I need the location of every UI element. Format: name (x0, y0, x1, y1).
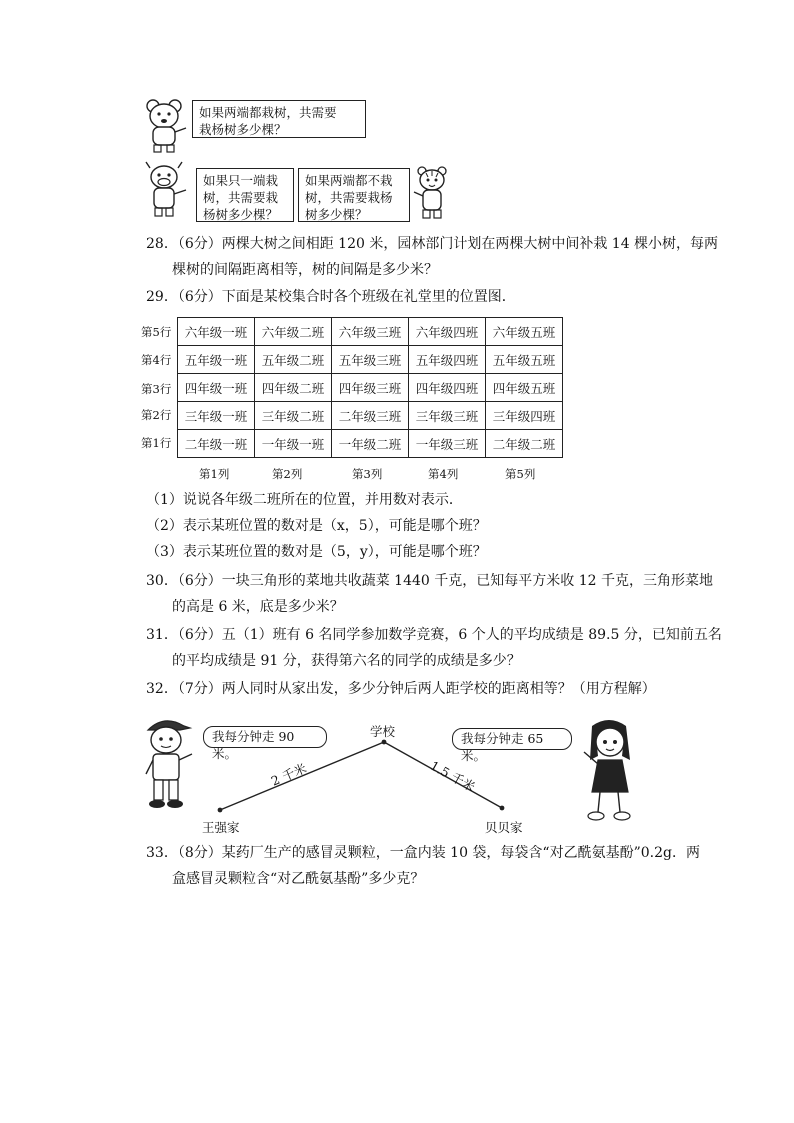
row-label: 第1行 (141, 436, 172, 450)
question-32: 32．（7分）两人同时从家出发，多少分钟后两人距学校的距离相等？（用方程解） (146, 681, 656, 697)
question-28-cont: 棵树的间隔距离相等，树的间隔是多少米？ (172, 262, 438, 278)
question-29-sub3: （3）表示某班位置的数对是（5，y），可能是哪个班？ (146, 544, 487, 560)
table-row (178, 374, 563, 402)
table-row (178, 402, 563, 430)
question-33-cont: 盒感冒灵颗粒含“对乙酰氨基酚”多少克？ (172, 871, 425, 887)
table-cell: 二年级二班 (486, 430, 563, 458)
table-cell: 二年级三班 (332, 402, 409, 430)
table-cell: 二年级一班 (178, 430, 255, 458)
bubble-text: 树，共需要栽 (203, 190, 279, 205)
table-cell: 五年级一班 (178, 346, 255, 374)
table-cell: 四年级三班 (332, 374, 409, 402)
bubble-text: 如果两端都不栽 (305, 173, 393, 188)
question-29: 29．（6分）下面是某校集合时各个班级在礼堂里的位置图． (146, 289, 516, 305)
table-cell: 五年级三班 (332, 346, 409, 374)
question-28: 28．（6分）两棵大树之间相距 120 米，园林部门计划在两棵大树中间补栽 14 棵小树，每两 (146, 236, 719, 252)
right-distance-label: 1.5 千米 (427, 757, 478, 795)
row-label: 第4行 (141, 353, 172, 367)
table-cell: 六年级一班 (178, 318, 255, 346)
table-cell: 一年级二班 (332, 430, 409, 458)
question-29-sub1: （1）说说各年级二班所在的位置，并用数对表示． (146, 492, 463, 508)
bubble-text: 树多少棵？ (305, 207, 368, 222)
question-30: 30．（6分）一块三角形的菜地共收蔬菜 1440 千克，已知每平方米收 12 千克，三角形菜地 (146, 573, 713, 589)
table-row (178, 430, 563, 458)
table-cell: 六年级四班 (409, 318, 486, 346)
column-label: 第2列 (272, 467, 303, 481)
tiger-cartoon-icon (412, 164, 452, 224)
question-31-cont: 的平均成绩是 91 分，获得第六名的同学的成绩是多少？ (172, 653, 521, 669)
bear-cartoon-icon (140, 96, 190, 154)
table-cell: 一年级一班 (255, 430, 332, 458)
table-cell: 一年级三班 (409, 430, 486, 458)
table-row (178, 318, 563, 346)
column-label: 第1列 (199, 467, 230, 481)
wangqiang-home-label: 王强家 (202, 820, 240, 835)
table-cell: 五年级二班 (255, 346, 332, 374)
beibei-home-label: 贝贝家 (485, 820, 523, 835)
bubble-text: 如果两端都栽树，共需要 (199, 105, 337, 120)
table-row (178, 346, 563, 374)
bubble-text: 我每分钟走 90 米。 (212, 729, 295, 761)
row-label: 第3行 (141, 382, 172, 396)
row-label: 第2行 (141, 408, 172, 422)
cow-cartoon-icon (140, 160, 190, 220)
column-label: 第4列 (428, 467, 459, 481)
bubble-text: 如果只一端栽 (203, 173, 279, 188)
left-distance-label: 2 千米 (268, 760, 309, 789)
question-29-sub2: （2）表示某班位置的数对是（x，5），可能是哪个班？ (146, 518, 487, 534)
table-cell: 三年级一班 (178, 402, 255, 430)
column-label: 第5列 (505, 467, 536, 481)
bear-speech-bubble (192, 100, 366, 138)
column-label: 第3列 (352, 467, 383, 481)
boy-cartoon-icon (140, 716, 198, 812)
table-cell: 三年级四班 (486, 402, 563, 430)
table-cell: 六年级三班 (332, 318, 409, 346)
table-cell: 五年级五班 (486, 346, 563, 374)
table-cell: 四年级五班 (486, 374, 563, 402)
boy-speech-bubble (203, 726, 327, 761)
table-cell: 六年级二班 (255, 318, 332, 346)
table-cell: 四年级四班 (409, 374, 486, 402)
bubble-text: 我每分钟走 65 米。 (461, 731, 544, 763)
seating-table (177, 317, 563, 458)
cow-speech-bubble (196, 168, 294, 222)
girl-speech-bubble (452, 728, 572, 763)
bubble-text: 杨树多少棵？ (203, 207, 279, 222)
table-cell: 四年级一班 (178, 374, 255, 402)
table-cell: 三年级二班 (255, 402, 332, 430)
row-label: 第5行 (141, 325, 172, 339)
bubble-text: 树，共需要栽杨 (305, 190, 393, 205)
table-cell: 三年级三班 (409, 402, 486, 430)
question-33: 33．（8分）某药厂生产的感冒灵颗粒，一盒内装 10 袋，每袋含“对乙酰氨基酚”0.2g．两 (146, 845, 700, 861)
table-cell: 六年级五班 (486, 318, 563, 346)
girl-cartoon-icon (578, 716, 640, 828)
school-label: 学校 (370, 724, 396, 739)
table-cell: 四年级二班 (255, 374, 332, 402)
tiger-speech-bubble (298, 168, 410, 222)
bubble-text: 栽杨树多少棵？ (199, 122, 287, 137)
table-cell: 五年级四班 (409, 346, 486, 374)
question-31: 31．（6分）五（1）班有 6 名同学参加数学竞赛，6 个人的平均成绩是 89.5 分，已知前五名 (146, 627, 722, 643)
question-30-cont: 的高是 6 米，底是多少米？ (172, 599, 344, 615)
